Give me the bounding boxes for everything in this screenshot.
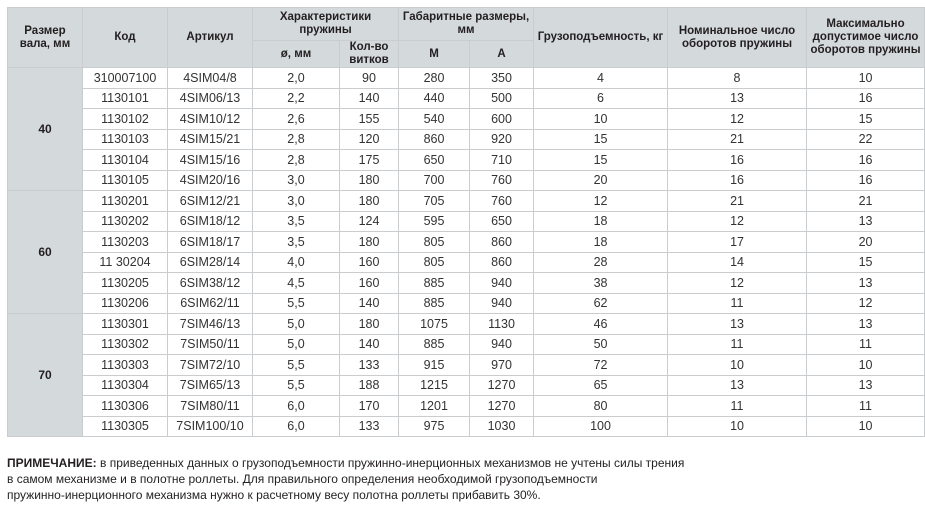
- code-cell: 1130103: [83, 129, 168, 150]
- max-turns-cell: 13: [807, 314, 925, 335]
- spring-diameter-cell: 2,6: [253, 109, 340, 130]
- spring-turns-cell: 124: [340, 211, 399, 232]
- spring-diameter-cell: 3,5: [253, 211, 340, 232]
- table-row: [8, 150, 925, 171]
- spring-diameter-cell: 3,5: [253, 232, 340, 253]
- table-row: [8, 396, 925, 417]
- code-cell: 11 30204: [83, 252, 168, 273]
- code-cell: 1130105: [83, 170, 168, 191]
- table-row: [8, 211, 925, 232]
- article-cell: 7SIM80/11: [168, 396, 253, 417]
- dimension-m-cell: 1075: [399, 314, 470, 335]
- load-capacity-cell: 62: [534, 293, 668, 314]
- spring-turns-cell: 188: [340, 375, 399, 396]
- max-turns-cell: 15: [807, 252, 925, 273]
- nominal-turns-cell: 11: [668, 396, 807, 417]
- spring-turns-cell: 140: [340, 88, 399, 109]
- load-capacity-cell: 15: [534, 129, 668, 150]
- dimension-a-cell: 1270: [470, 375, 534, 396]
- header-load-capacity: Грузоподъемность, кг: [534, 8, 668, 68]
- dimension-a-cell: 760: [470, 170, 534, 191]
- load-capacity-cell: 46: [534, 314, 668, 335]
- max-turns-cell: 13: [807, 211, 925, 232]
- spring-turns-cell: 120: [340, 129, 399, 150]
- header-code: Код: [83, 8, 168, 68]
- article-cell: 7SIM46/13: [168, 314, 253, 335]
- dimension-a-cell: 350: [470, 68, 534, 89]
- article-cell: 6SIM18/17: [168, 232, 253, 253]
- table-row: [8, 68, 925, 89]
- table-header: [8, 8, 925, 68]
- dimension-a-cell: 1130: [470, 314, 534, 335]
- spring-diameter-cell: 2,0: [253, 68, 340, 89]
- table-row: [8, 232, 925, 253]
- spring-turns-cell: 133: [340, 416, 399, 437]
- max-turns-cell: 20: [807, 232, 925, 253]
- table-row: [8, 355, 925, 376]
- note-line-3: пружинно-инерционного механизма нужно к расчетному весу полотна роллеты прибавить 30%.: [7, 488, 541, 502]
- load-capacity-cell: 10: [534, 109, 668, 130]
- spring-turns-cell: 180: [340, 314, 399, 335]
- spring-turns-cell: 180: [340, 170, 399, 191]
- max-turns-cell: 11: [807, 396, 925, 417]
- spring-diameter-cell: 4,5: [253, 273, 340, 294]
- max-turns-cell: 21: [807, 191, 925, 212]
- nominal-turns-cell: 16: [668, 170, 807, 191]
- shaft-size-cell: 70: [8, 314, 83, 437]
- code-cell: 1130301: [83, 314, 168, 335]
- code-cell: 1130201: [83, 191, 168, 212]
- code-cell: 310007100: [83, 68, 168, 89]
- table-row: [8, 252, 925, 273]
- code-cell: 1130205: [83, 273, 168, 294]
- spring-diameter-cell: 5,5: [253, 293, 340, 314]
- table-row: [8, 109, 925, 130]
- load-capacity-cell: 72: [534, 355, 668, 376]
- dimension-a-cell: 1030: [470, 416, 534, 437]
- max-turns-cell: 10: [807, 355, 925, 376]
- article-cell: 6SIM18/12: [168, 211, 253, 232]
- spring-diameter-cell: 2,8: [253, 129, 340, 150]
- dimension-m-cell: 885: [399, 293, 470, 314]
- dimension-a-cell: 970: [470, 355, 534, 376]
- nominal-turns-cell: 11: [668, 293, 807, 314]
- header-shaft-size: Размер вала, мм: [8, 8, 83, 68]
- load-capacity-cell: 6: [534, 88, 668, 109]
- spring-turns-cell: 90: [340, 68, 399, 89]
- load-capacity-cell: 12: [534, 191, 668, 212]
- max-turns-cell: 10: [807, 416, 925, 437]
- nominal-turns-cell: 21: [668, 129, 807, 150]
- header-nominal-turns: Номинальное число оборотов пружины: [668, 8, 807, 68]
- article-cell: 4SIM04/8: [168, 68, 253, 89]
- code-cell: 1130202: [83, 211, 168, 232]
- spring-spec-table: [7, 7, 925, 437]
- note-line-1: в приведенных данных о грузоподъемности пружинно-инерционных механизмов не учтены силы трения: [96, 456, 685, 470]
- dimension-m-cell: 595: [399, 211, 470, 232]
- spring-turns-cell: 175: [340, 150, 399, 171]
- dimension-m-cell: 915: [399, 355, 470, 376]
- spring-diameter-cell: 3,0: [253, 170, 340, 191]
- nominal-turns-cell: 13: [668, 88, 807, 109]
- header-dimension-m: М: [399, 41, 470, 68]
- spring-diameter-cell: 2,8: [253, 150, 340, 171]
- table-row: [8, 129, 925, 150]
- load-capacity-cell: 18: [534, 232, 668, 253]
- table-row: [8, 191, 925, 212]
- code-cell: 1130203: [83, 232, 168, 253]
- load-capacity-cell: 18: [534, 211, 668, 232]
- dimension-m-cell: 705: [399, 191, 470, 212]
- header-dimension-a: А: [470, 41, 534, 68]
- load-capacity-cell: 80: [534, 396, 668, 417]
- spring-diameter-cell: 6,0: [253, 416, 340, 437]
- dimension-a-cell: 650: [470, 211, 534, 232]
- dimension-a-cell: 710: [470, 150, 534, 171]
- load-capacity-cell: 4: [534, 68, 668, 89]
- dimension-a-cell: 600: [470, 109, 534, 130]
- code-cell: 1130101: [83, 88, 168, 109]
- table-row: [8, 416, 925, 437]
- article-cell: 7SIM50/11: [168, 334, 253, 355]
- spring-turns-cell: 140: [340, 293, 399, 314]
- max-turns-cell: 16: [807, 150, 925, 171]
- load-capacity-cell: 38: [534, 273, 668, 294]
- spring-diameter-cell: 3,0: [253, 191, 340, 212]
- load-capacity-cell: 50: [534, 334, 668, 355]
- nominal-turns-cell: 11: [668, 334, 807, 355]
- load-capacity-cell: 100: [534, 416, 668, 437]
- header-spring-diameter: ø, мм: [253, 41, 340, 68]
- note-title: ПРИМЕЧАНИЕ:: [7, 456, 97, 470]
- header-spring-characteristics: Характеристики пружины: [253, 8, 399, 41]
- dimension-m-cell: 885: [399, 334, 470, 355]
- dimension-m-cell: 975: [399, 416, 470, 437]
- header-article: Артикул: [168, 8, 253, 68]
- code-cell: 1130303: [83, 355, 168, 376]
- code-cell: 1130302: [83, 334, 168, 355]
- spring-turns-cell: 160: [340, 252, 399, 273]
- table-body: [8, 68, 925, 437]
- dimension-m-cell: 1215: [399, 375, 470, 396]
- article-cell: 4SIM20/16: [168, 170, 253, 191]
- dimension-a-cell: 940: [470, 334, 534, 355]
- dimension-m-cell: 805: [399, 232, 470, 253]
- load-capacity-cell: 28: [534, 252, 668, 273]
- dimension-a-cell: 500: [470, 88, 534, 109]
- nominal-turns-cell: 17: [668, 232, 807, 253]
- dimension-m-cell: 650: [399, 150, 470, 171]
- spring-diameter-cell: 5,0: [253, 334, 340, 355]
- nominal-turns-cell: 21: [668, 191, 807, 212]
- table-row: [8, 375, 925, 396]
- load-capacity-cell: 15: [534, 150, 668, 171]
- table-row: [8, 273, 925, 294]
- table-row: [8, 88, 925, 109]
- article-cell: 6SIM62/11: [168, 293, 253, 314]
- nominal-turns-cell: 12: [668, 109, 807, 130]
- dimension-a-cell: 1270: [470, 396, 534, 417]
- spring-diameter-cell: 5,5: [253, 375, 340, 396]
- note-line-2: в самом механизме и в полотне роллеты. Для правильного определения необходимой грузоподъемности: [7, 472, 598, 486]
- dimension-m-cell: 540: [399, 109, 470, 130]
- article-cell: 7SIM65/13: [168, 375, 253, 396]
- dimension-a-cell: 760: [470, 191, 534, 212]
- nominal-turns-cell: 13: [668, 314, 807, 335]
- code-cell: 1130306: [83, 396, 168, 417]
- article-cell: 4SIM15/21: [168, 129, 253, 150]
- code-cell: 1130104: [83, 150, 168, 171]
- nominal-turns-cell: 12: [668, 211, 807, 232]
- article-cell: 4SIM15/16: [168, 150, 253, 171]
- max-turns-cell: 10: [807, 68, 925, 89]
- dimension-a-cell: 940: [470, 273, 534, 294]
- article-cell: 4SIM06/13: [168, 88, 253, 109]
- dimension-m-cell: 1201: [399, 396, 470, 417]
- nominal-turns-cell: 8: [668, 68, 807, 89]
- code-cell: 1130305: [83, 416, 168, 437]
- table-row: [8, 314, 925, 335]
- dimension-a-cell: 860: [470, 252, 534, 273]
- article-cell: 6SIM38/12: [168, 273, 253, 294]
- table-row: [8, 170, 925, 191]
- code-cell: 1130206: [83, 293, 168, 314]
- shaft-size-cell: 60: [8, 191, 83, 314]
- spring-diameter-cell: 5,5: [253, 355, 340, 376]
- article-cell: 6SIM28/14: [168, 252, 253, 273]
- shaft-size-cell: 40: [8, 68, 83, 191]
- note: [7, 455, 887, 503]
- spring-diameter-cell: 6,0: [253, 396, 340, 417]
- article-cell: 6SIM12/21: [168, 191, 253, 212]
- spring-diameter-cell: 5,0: [253, 314, 340, 335]
- header-dimensions: Габаритные размеры, мм: [399, 8, 534, 41]
- dimension-m-cell: 860: [399, 129, 470, 150]
- max-turns-cell: 13: [807, 273, 925, 294]
- spring-turns-cell: 155: [340, 109, 399, 130]
- nominal-turns-cell: 10: [668, 416, 807, 437]
- max-turns-cell: 13: [807, 375, 925, 396]
- article-cell: 7SIM100/10: [168, 416, 253, 437]
- load-capacity-cell: 20: [534, 170, 668, 191]
- spring-turns-cell: 180: [340, 232, 399, 253]
- dimension-m-cell: 885: [399, 273, 470, 294]
- code-cell: 1130102: [83, 109, 168, 130]
- table-row: [8, 293, 925, 314]
- max-turns-cell: 15: [807, 109, 925, 130]
- dimension-a-cell: 940: [470, 293, 534, 314]
- code-cell: 1130304: [83, 375, 168, 396]
- header-spring-turns: Кол-во витков: [340, 41, 399, 68]
- dimension-m-cell: 805: [399, 252, 470, 273]
- max-turns-cell: 11: [807, 334, 925, 355]
- dimension-a-cell: 860: [470, 232, 534, 253]
- spring-turns-cell: 140: [340, 334, 399, 355]
- dimension-m-cell: 700: [399, 170, 470, 191]
- nominal-turns-cell: 16: [668, 150, 807, 171]
- nominal-turns-cell: 10: [668, 355, 807, 376]
- nominal-turns-cell: 14: [668, 252, 807, 273]
- header-max-turns: Максимально допустимое число оборотов пружины: [807, 8, 925, 68]
- article-cell: 4SIM10/12: [168, 109, 253, 130]
- table-row: [8, 334, 925, 355]
- article-cell: 7SIM72/10: [168, 355, 253, 376]
- max-turns-cell: 12: [807, 293, 925, 314]
- dimension-m-cell: 280: [399, 68, 470, 89]
- nominal-turns-cell: 13: [668, 375, 807, 396]
- nominal-turns-cell: 12: [668, 273, 807, 294]
- spring-diameter-cell: 2,2: [253, 88, 340, 109]
- max-turns-cell: 16: [807, 88, 925, 109]
- spring-turns-cell: 180: [340, 191, 399, 212]
- spring-turns-cell: 170: [340, 396, 399, 417]
- dimension-m-cell: 440: [399, 88, 470, 109]
- max-turns-cell: 22: [807, 129, 925, 150]
- spring-diameter-cell: 4,0: [253, 252, 340, 273]
- load-capacity-cell: 65: [534, 375, 668, 396]
- dimension-a-cell: 920: [470, 129, 534, 150]
- max-turns-cell: 16: [807, 170, 925, 191]
- spring-turns-cell: 133: [340, 355, 399, 376]
- spring-turns-cell: 160: [340, 273, 399, 294]
